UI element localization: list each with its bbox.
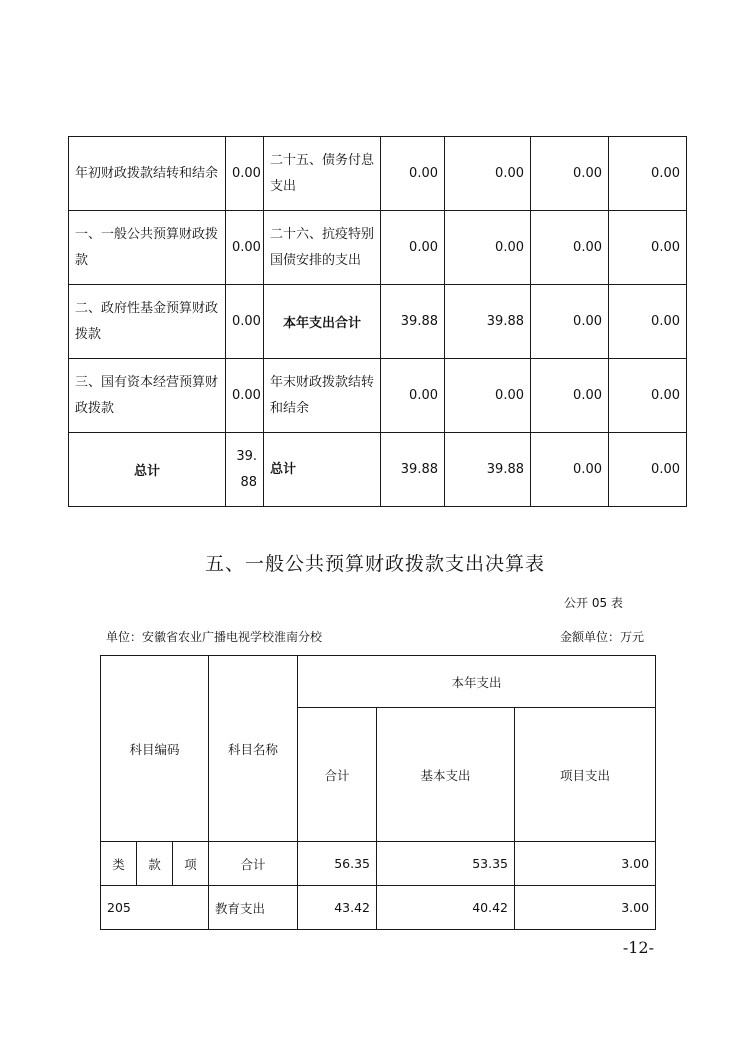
expense-value: 39.88 [445, 285, 531, 359]
expense-value: 0.00 [531, 285, 609, 359]
expense-value: 0.00 [531, 211, 609, 285]
expense-item-label: 二十五、债务付息支出 [264, 137, 381, 211]
table-row [69, 137, 687, 211]
subject-name: 教育支出 [209, 886, 298, 930]
income-item-value: 0.00 [226, 211, 264, 285]
expenditure-table [100, 655, 656, 930]
total-row-label: 合计 [209, 842, 298, 886]
expense-value: 0.00 [531, 359, 609, 433]
total-value: 43.42 [298, 886, 377, 930]
income-item-value: 0.00 [226, 137, 264, 211]
section-title: 五、一般公共预算财政拨款支出决算表 [204, 553, 545, 575]
expense-item-label: 二十六、抗疫特别国债安排的支出 [264, 211, 381, 285]
project-value: 3.00 [515, 842, 656, 886]
expense-value: 0.00 [609, 359, 687, 433]
expense-value: 0.00 [531, 137, 609, 211]
subject-code: 205 [101, 886, 209, 930]
project-header: 项目支出 [515, 708, 656, 842]
expense-value: 0.00 [381, 137, 445, 211]
grand-total-value: 39.88 [226, 433, 264, 507]
expense-value: 0.00 [609, 285, 687, 359]
expense-value: 39.88 [445, 433, 531, 507]
project-value: 3.00 [515, 886, 656, 930]
expense-item-label: 本年支出合计 [264, 285, 381, 359]
kuan-header: 款 [137, 842, 173, 886]
basic-value: 40.42 [377, 886, 515, 930]
expense-value: 0.00 [531, 433, 609, 507]
grand-total-label: 总计 [69, 433, 226, 507]
amount-unit-label: 金额单位：万元 [560, 630, 645, 644]
basic-value: 53.35 [377, 842, 515, 886]
xiang-header: 项 [173, 842, 209, 886]
unit-label: 单位：安徽省农业广播电视学校淮南分校 [106, 630, 323, 644]
basic-header: 基本支出 [377, 708, 515, 842]
name-header: 科目名称 [209, 656, 298, 842]
expense-value: 0.00 [609, 137, 687, 211]
table-row [69, 433, 687, 507]
header-row [101, 656, 656, 708]
income-item-label: 三、国有资本经营预算财政拨款 [69, 359, 226, 433]
table-row [69, 211, 687, 285]
code-header: 科目编码 [101, 656, 209, 842]
expense-value: 0.00 [445, 137, 531, 211]
expense-value: 0.00 [609, 433, 687, 507]
expense-value: 0.00 [445, 211, 531, 285]
lei-header: 类 [101, 842, 137, 886]
income-item-value: 0.00 [226, 285, 264, 359]
page-number: -12- [622, 938, 654, 957]
expense-value: 39.88 [381, 433, 445, 507]
income-item-value: 0.00 [226, 359, 264, 433]
expense-value: 0.00 [609, 211, 687, 285]
table-row [101, 886, 656, 930]
grand-total-label: 总计 [264, 433, 381, 507]
income-item-label: 二、政府性基金预算财政拨款 [69, 285, 226, 359]
budget-summary-table [68, 136, 687, 507]
expense-value: 0.00 [381, 211, 445, 285]
expense-value: 0.00 [381, 359, 445, 433]
table-row [69, 285, 687, 359]
total-value: 56.35 [298, 842, 377, 886]
table-row [101, 842, 656, 886]
expense-item-label: 年末财政拨款结转和结余 [264, 359, 381, 433]
this-year-header: 本年支出 [298, 656, 656, 708]
total-header: 合计 [298, 708, 377, 842]
income-item-label: 年初财政拨款结转和结余 [69, 137, 226, 211]
expense-value: 39.88 [381, 285, 445, 359]
expense-value: 0.00 [445, 359, 531, 433]
income-item-label: 一、一般公共预算财政拨款 [69, 211, 226, 285]
table-row [69, 359, 687, 433]
table-code: 公开 05 表 [564, 596, 623, 610]
